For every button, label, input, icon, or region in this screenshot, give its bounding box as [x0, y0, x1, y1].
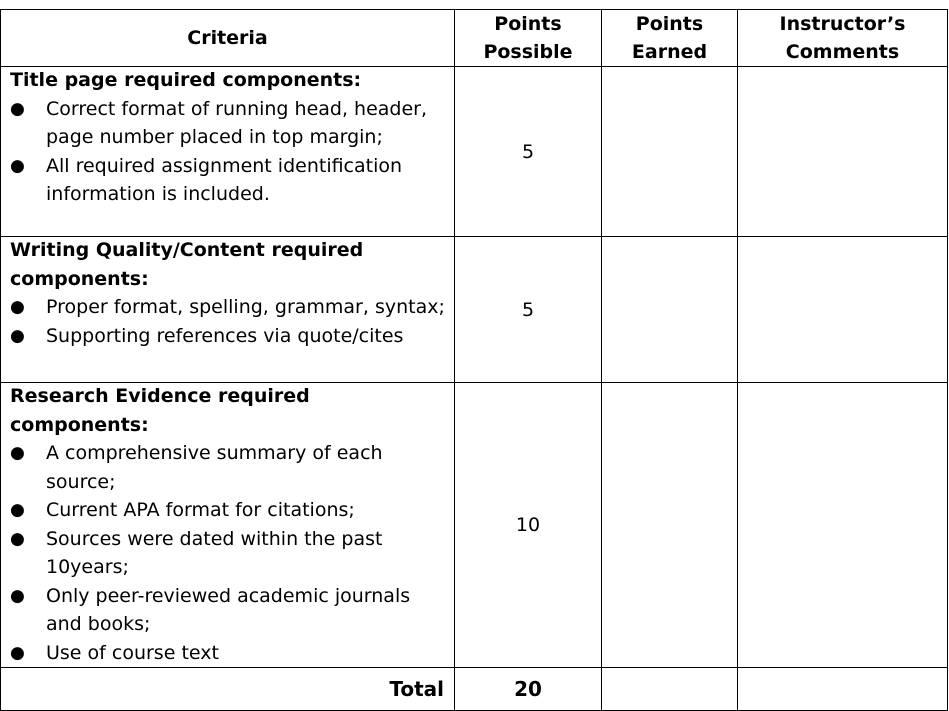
criteria-bullet-list	[10, 439, 450, 667]
table-row	[1, 383, 948, 668]
instructor-comments-cell[interactable]	[738, 383, 948, 668]
criteria-title: Title page required components:	[10, 69, 362, 91]
bullet-icon: ●	[10, 297, 25, 317]
grading-rubric-table	[0, 9, 948, 711]
criteria-header: Criteria	[1, 10, 455, 67]
list-item: ● Use of course text	[10, 639, 450, 668]
list-item: ● Correct format of running head, header, page number placed in top margin;	[10, 95, 450, 152]
bullet-icon: ●	[10, 585, 25, 606]
points-possible-cell: 10	[455, 383, 602, 668]
criteria-title: Writing Quality/Content required components:	[10, 239, 364, 290]
bullet-icon: ●	[10, 500, 25, 520]
points-earned-cell[interactable]	[602, 383, 738, 668]
bullet-icon: ●	[10, 325, 25, 346]
bullet-icon: ●	[10, 642, 25, 663]
points-earned-cell[interactable]	[602, 237, 738, 383]
instructor-comments-header: Instructor’s Comments	[738, 10, 948, 67]
points-possible-cell: 5	[455, 237, 602, 383]
criteria-cell	[1, 67, 455, 237]
bullet-icon: ●	[10, 528, 25, 549]
points-earned-cell[interactable]	[602, 67, 738, 237]
bullet-icon: ●	[10, 443, 25, 463]
list-item: ● Current APA format for citations;	[10, 496, 450, 525]
points-earned-header: Points Earned	[602, 10, 738, 67]
table-row	[1, 237, 948, 383]
list-item: ● All required assignment identification information is included.	[10, 152, 450, 209]
table-row	[1, 67, 948, 237]
list-item: ● Proper format, spelling, grammar, syntax;	[10, 293, 450, 322]
criteria-cell	[1, 237, 455, 383]
list-item: ● A comprehensive summary of each source;	[10, 439, 450, 496]
total-points: 20	[455, 668, 602, 711]
criteria-bullet-list	[10, 95, 450, 209]
list-item: ● Only peer-reviewed academic journals and books;	[10, 582, 450, 639]
total-row	[1, 668, 948, 711]
criteria-title: Research Evidence required components:	[10, 385, 310, 436]
bullet-icon: ●	[10, 98, 25, 119]
header-row	[1, 10, 948, 67]
list-item: ● Supporting references via quote/cites	[10, 322, 450, 351]
criteria-cell	[1, 383, 455, 668]
total-label: Total	[1, 668, 455, 711]
instructor-comments-cell[interactable]	[738, 237, 948, 383]
points-possible-cell: 5	[455, 67, 602, 237]
criteria-bullet-list	[10, 293, 450, 350]
total-earned-cell[interactable]	[602, 668, 738, 711]
total-comments-cell[interactable]	[738, 668, 948, 711]
points-possible-header: Points Possible	[455, 10, 602, 67]
list-item: ● Sources were dated within the past 10years;	[10, 525, 450, 582]
bullet-icon: ●	[10, 155, 25, 176]
instructor-comments-cell[interactable]	[738, 67, 948, 237]
